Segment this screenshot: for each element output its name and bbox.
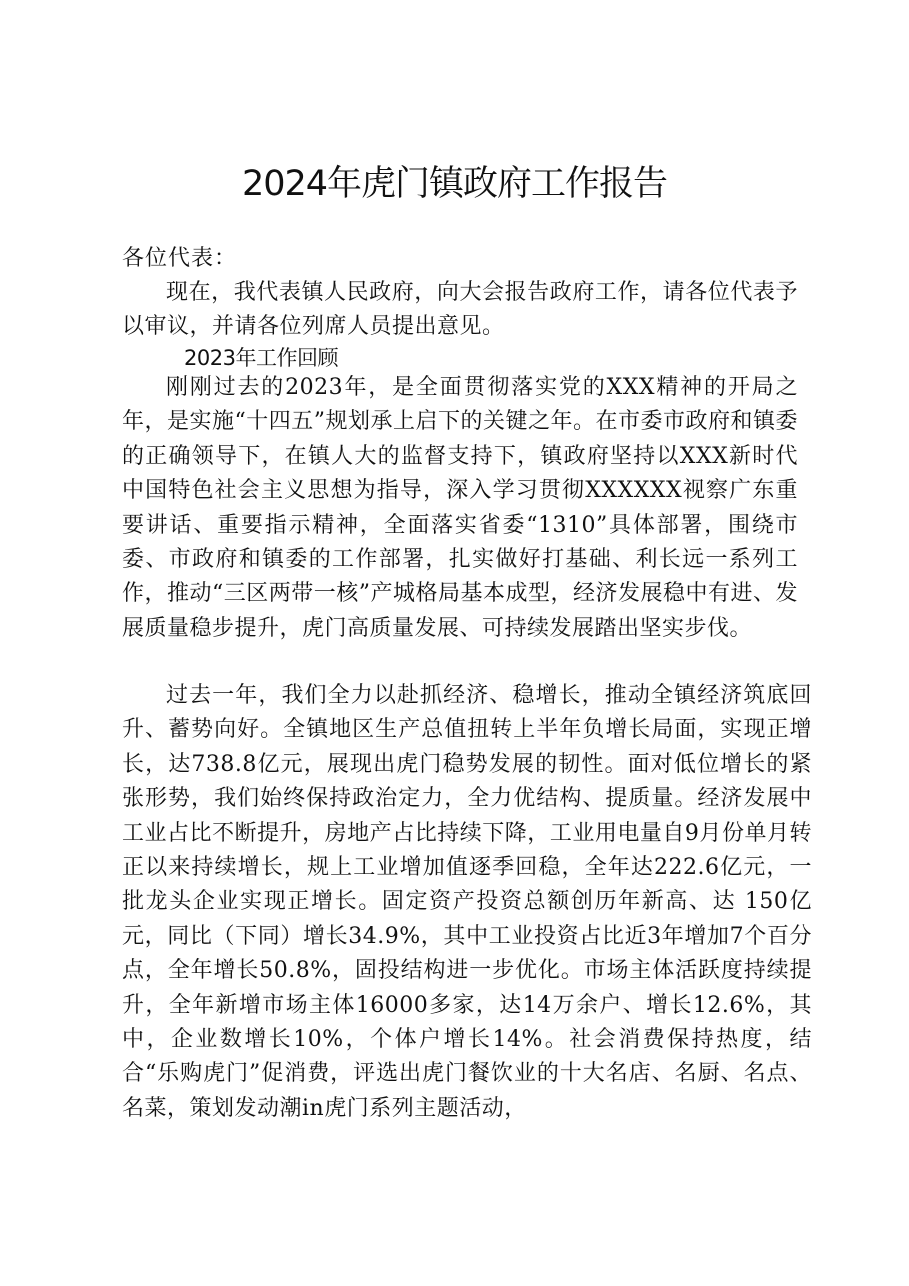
paragraph-review-economy: 过去一年，我们全力以赴抓经济、稳增长，推动全镇经济筑底回升、蓄势向好。全镇地区生产总值扭转上半年负增长局面，实现正增长，达738.8亿元，展现出虎门稳势发展的韧性。面对低位增长的紧张形势，我们始终保持政治定力，全力优结构、提质量。经济发展中工业占比不断提升，房地产占比持续下降，工业用电量自9月份单月转正以来持续增长，规上工业增加值逐季回稳，全年达222.6亿元，一批龙头企业实现正增长。固定资产投资总额创历年新高、达 150亿元，同比（下同）增长34.9%，其中工业投资占比近3年增加7个百分点，全年增长50.8%，固投结构进一步优化。市场主体活跃度持续提升，全年新增市场主体16000多家，达14万余户、增长12.6%，其中，企业数增长10%，个体户增长14%。社会消费保持热度，结合“乐购虎门”促消费，评选出虎门餐饮业的十大名店、名厨、名点、名菜，策划发动潮in虎门系列主题活动， (122, 683, 812, 1121)
section-heading: 2023年工作回顾 (184, 346, 338, 370)
salutation: 各位代表： (122, 246, 238, 271)
paragraph-review-overview: 刚刚过去的2023年，是全面贯彻落实党的XXX精神的开局之年，是实施“十四五”规划承上启下的关键之年。在市委市政府和镇委的正确领导下，在镇人大的监督支持下，镇政府坚持以XXX新时代中国特色社会主义思想为指导，深入学习贯彻XXXXXX视察广东重要讲话、重要指示精神，全面落实省委“1310”具体部署，围绕市委、市政府和镇委的工作部署，扎实做好打基础、利长远一系列工作，推动“三区两带一核”产城格局基本成型，经济发展稳中有进、发展质量稳步提升，虎门高质量发展、可持续发展踏出坚实步伐。 (122, 375, 798, 641)
document-title: 2024年虎门镇政府工作报告 (241, 164, 668, 204)
paragraph-intro: 现在，我代表镇人民政府，向大会报告政府工作，请各位代表予以审议，并请各位列席人员提出意见。 (122, 280, 798, 340)
